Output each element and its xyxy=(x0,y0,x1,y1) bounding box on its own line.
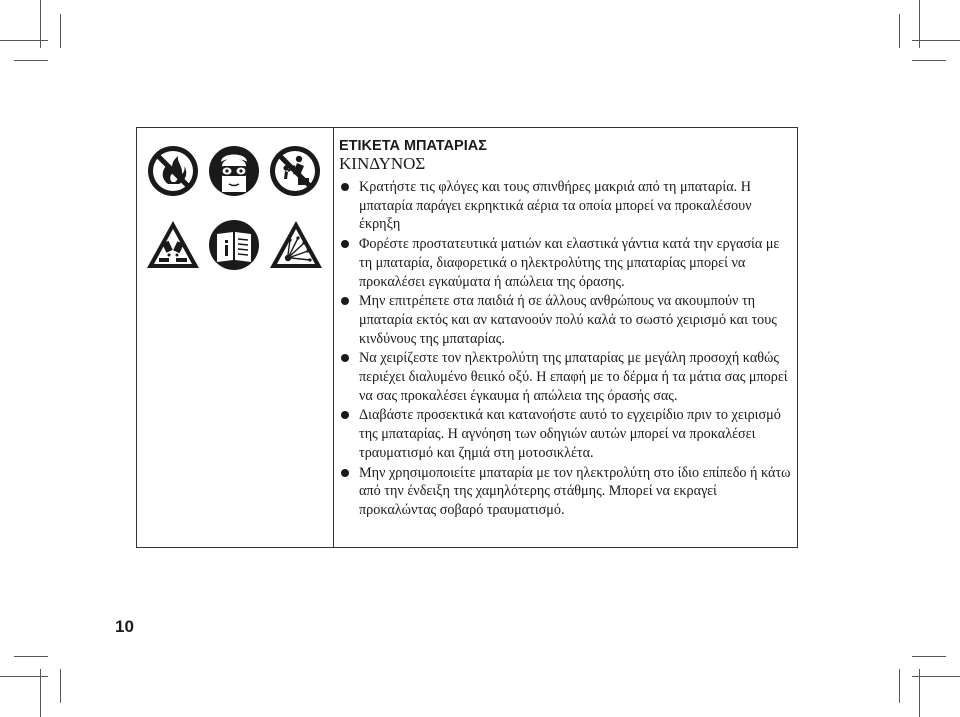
crop-mark xyxy=(14,656,48,657)
crop-mark xyxy=(899,669,900,703)
crop-mark xyxy=(0,676,48,677)
no-flame-icon xyxy=(146,144,200,198)
label-subtitle: ΚΙΝΔΥΝΟΣ xyxy=(339,154,426,173)
battery-label xyxy=(136,127,798,548)
label-title: ΕΤΙΚΕΤΑ ΜΠΑΤΑΡΙΑΣ xyxy=(339,138,487,154)
crop-mark xyxy=(899,14,900,48)
crop-mark xyxy=(60,669,61,703)
list-item: Κρατήστε τις φλόγες και τους σπινθήρες μακριά από τη μπαταρία. Η μπαταρία παράγει εκρηκτικά αέρια τα οποία μπορεί να προκαλέσουν έκρηξη xyxy=(339,178,794,234)
read-manual-icon xyxy=(207,218,261,272)
crop-mark xyxy=(912,656,946,657)
crop-mark xyxy=(912,40,960,41)
page-number: 10 xyxy=(115,617,134,636)
crop-mark xyxy=(14,60,48,61)
eye-protection-icon xyxy=(207,144,261,198)
corrosive-hazard-icon xyxy=(145,218,201,272)
list-item: Μην χρησιμοποιείτε μπαταρία με τον ηλεκτρολύτη στο ίδιο επίπεδο ή κάτω από την ένδειξη της χαμηλότερης στάθμης. Μπορεί να εκραγεί προκαλώντας σοβαρό τραυματισμό. xyxy=(339,464,794,520)
keep-children-away-icon xyxy=(268,144,322,198)
crop-mark xyxy=(912,676,960,677)
label-text xyxy=(339,138,794,521)
crop-mark xyxy=(0,40,48,41)
explosion-hazard-icon xyxy=(268,218,324,272)
warning-list xyxy=(339,178,794,520)
list-item: Φορέστε προστατευτικά ματιών και ελαστικά γάντια κατά την εργασία με τη μπαταρία, διαφορετικά ο ηλεκτρολύτης της μπαταρίας μπορεί να προκαλέσει εγκαύματα ή απώλεια της όρασης. xyxy=(339,235,794,291)
list-item: Να χειρίζεστε τον ηλεκτρολύτη της μπαταρίας με μεγάλη προσοχή καθώς περιέχει διαλυμένο θειικό οξύ. Η επαφή με το δέρμα ή τα μάτια σας μπορεί να σας προκαλέσει έγκαυμα ή απώλεια της όρασής σας. xyxy=(339,349,794,405)
warning-icons-panel xyxy=(137,128,334,547)
list-item: Μην επιτρέπετε στα παιδιά ή σε άλλους ανθρώπους να ακουμπούν τη μπαταρία εκτός και αν κατανοούν πολύ καλά το σωστό χειρισμό και τους κινδύνους της μπαταρίας. xyxy=(339,292,794,348)
crop-mark xyxy=(60,14,61,48)
crop-mark xyxy=(912,60,946,61)
list-item: Διαβάστε προσεκτικά και κατανοήστε αυτό το εγχειρίδιο πριν το χειρισμό της μπαταρίας. Η αγνόηση των οδηγιών αυτών μπορεί να προκαλέσει τραυματισμό και ζημιά στη μοτοσικλέτα. xyxy=(339,406,794,462)
